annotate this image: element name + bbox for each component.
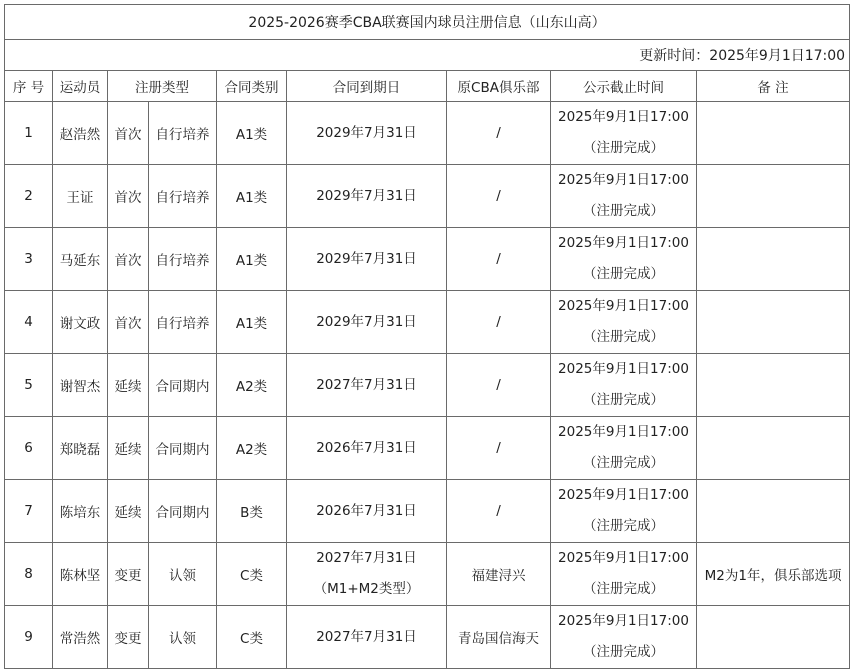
- reg-type-1: 首次: [108, 165, 149, 228]
- table-body: [5, 102, 850, 669]
- reg-type-1: 延续: [108, 354, 149, 417]
- reg-type-1: 首次: [108, 228, 149, 291]
- remark: [697, 354, 850, 417]
- remark: [697, 417, 850, 480]
- table-row: [5, 354, 850, 417]
- contract-type: A1类: [217, 291, 287, 354]
- deadline-time: 2025年9月1日17:00: [558, 109, 689, 125]
- reg-type-1: 延续: [108, 417, 149, 480]
- table-row: [5, 543, 850, 606]
- registration-status: （注册完成）: [583, 140, 664, 156]
- athlete-name: 王证: [53, 165, 108, 228]
- remark: [697, 102, 850, 165]
- registration-status: （注册完成）: [583, 518, 664, 534]
- expiry-date: 2026年7月31日: [316, 439, 417, 456]
- row-no: 2: [5, 165, 53, 228]
- registration-status: （注册完成）: [583, 644, 664, 660]
- header-athlete: 运动员: [53, 71, 108, 102]
- row-no: 4: [5, 291, 53, 354]
- contract-expiry: [287, 543, 447, 606]
- expiry-date: 2029年7月31日: [316, 187, 417, 204]
- reg-type-2: 合同期内: [149, 354, 217, 417]
- contract-expiry: [287, 480, 447, 543]
- reg-type-2: 自行培养: [149, 291, 217, 354]
- update-row: [5, 40, 850, 71]
- table-title: 2025-2026赛季CBA联赛国内球员注册信息（山东山高）: [5, 5, 850, 40]
- athlete-name: 陈林坚: [53, 543, 108, 606]
- contract-expiry: [287, 354, 447, 417]
- contract-type: C类: [217, 543, 287, 606]
- registration-sheet: [4, 4, 849, 669]
- expiry-date: 2029年7月31日: [316, 313, 417, 330]
- contract-expiry: [287, 102, 447, 165]
- contract-type: B类: [217, 480, 287, 543]
- remark: [697, 480, 850, 543]
- table-row: [5, 606, 850, 669]
- registration-status: （注册完成）: [583, 329, 664, 345]
- table-row: [5, 228, 850, 291]
- table-row: [5, 102, 850, 165]
- update-time: 更新时间：2025年9月1日17:00: [5, 40, 850, 71]
- header-deadline: 公示截止时间: [551, 71, 697, 102]
- table-row: [5, 165, 850, 228]
- title-row: [5, 5, 850, 40]
- contract-type: A2类: [217, 417, 287, 480]
- table-row: [5, 291, 850, 354]
- row-no: 1: [5, 102, 53, 165]
- expiry-date: 2029年7月31日: [316, 124, 417, 141]
- deadline: [551, 291, 697, 354]
- reg-type-2: 自行培养: [149, 165, 217, 228]
- reg-type-1: 变更: [108, 543, 149, 606]
- registration-status: （注册完成）: [583, 455, 664, 471]
- deadline: [551, 228, 697, 291]
- table-row: [5, 480, 850, 543]
- reg-type-2: 认领: [149, 606, 217, 669]
- former-club: /: [447, 228, 551, 291]
- former-club: /: [447, 291, 551, 354]
- remark: [697, 165, 850, 228]
- expiry-date: 2029年7月31日: [316, 250, 417, 267]
- former-club: 福建浔兴: [447, 543, 551, 606]
- deadline-time: 2025年9月1日17:00: [558, 424, 689, 440]
- contract-expiry: [287, 291, 447, 354]
- contract-expiry: [287, 165, 447, 228]
- reg-type-1: 变更: [108, 606, 149, 669]
- former-club: /: [447, 165, 551, 228]
- header-no: 序 号: [5, 71, 53, 102]
- remark: [697, 228, 850, 291]
- deadline: [551, 480, 697, 543]
- reg-type-1: 首次: [108, 102, 149, 165]
- row-no: 8: [5, 543, 53, 606]
- remark: [697, 291, 850, 354]
- contract-type: C类: [217, 606, 287, 669]
- former-club: /: [447, 354, 551, 417]
- expiry-date: 2026年7月31日: [316, 502, 417, 519]
- remark: M2为1年，俱乐部选项: [697, 543, 850, 606]
- contract-type: A1类: [217, 165, 287, 228]
- deadline: [551, 543, 697, 606]
- registration-status: （注册完成）: [583, 581, 664, 597]
- deadline-time: 2025年9月1日17:00: [558, 613, 689, 629]
- former-club: /: [447, 480, 551, 543]
- expiry-date: 2027年7月31日: [316, 628, 417, 645]
- deadline: [551, 606, 697, 669]
- athlete-name: 谢文政: [53, 291, 108, 354]
- registration-status: （注册完成）: [583, 203, 664, 219]
- reg-type-2: 认领: [149, 543, 217, 606]
- contract-expiry: [287, 228, 447, 291]
- deadline-time: 2025年9月1日17:00: [558, 235, 689, 251]
- deadline: [551, 417, 697, 480]
- former-club: /: [447, 417, 551, 480]
- header-expiry: 合同到期日: [287, 71, 447, 102]
- header-row: [5, 71, 850, 102]
- reg-type-2: 自行培养: [149, 102, 217, 165]
- reg-type-2: 合同期内: [149, 417, 217, 480]
- row-no: 7: [5, 480, 53, 543]
- registration-table: [4, 4, 850, 669]
- reg-type-2: 自行培养: [149, 228, 217, 291]
- athlete-name: 赵浩然: [53, 102, 108, 165]
- expiry-date: 2027年7月31日: [316, 376, 417, 393]
- former-club: /: [447, 102, 551, 165]
- remark: [697, 606, 850, 669]
- row-no: 5: [5, 354, 53, 417]
- header-reg-type: 注册类型: [108, 71, 217, 102]
- reg-type-1: 首次: [108, 291, 149, 354]
- athlete-name: 陈培东: [53, 480, 108, 543]
- expiry-date: 2027年7月31日: [316, 550, 417, 566]
- contract-type: A2类: [217, 354, 287, 417]
- header-former-club: 原CBA俱乐部: [447, 71, 551, 102]
- deadline: [551, 165, 697, 228]
- deadline-time: 2025年9月1日17:00: [558, 172, 689, 188]
- deadline: [551, 354, 697, 417]
- contract-type: A1类: [217, 228, 287, 291]
- athlete-name: 常浩然: [53, 606, 108, 669]
- registration-status: （注册完成）: [583, 392, 664, 408]
- reg-type-2: 合同期内: [149, 480, 217, 543]
- deadline-time: 2025年9月1日17:00: [558, 298, 689, 314]
- athlete-name: 谢智杰: [53, 354, 108, 417]
- former-club: 青岛国信海天: [447, 606, 551, 669]
- contract-expiry: [287, 417, 447, 480]
- reg-type-1: 延续: [108, 480, 149, 543]
- deadline-time: 2025年9月1日17:00: [558, 361, 689, 377]
- row-no: 3: [5, 228, 53, 291]
- row-no: 9: [5, 606, 53, 669]
- expiry-note: （M1+M2类型）: [313, 581, 420, 597]
- deadline-time: 2025年9月1日17:00: [558, 487, 689, 503]
- athlete-name: 马延东: [53, 228, 108, 291]
- row-no: 6: [5, 417, 53, 480]
- header-remarks: 备 注: [697, 71, 850, 102]
- deadline-time: 2025年9月1日17:00: [558, 550, 689, 566]
- contract-type: A1类: [217, 102, 287, 165]
- table-row: [5, 417, 850, 480]
- header-contract-type: 合同类别: [217, 71, 287, 102]
- deadline: [551, 102, 697, 165]
- contract-expiry: [287, 606, 447, 669]
- athlete-name: 郑晓磊: [53, 417, 108, 480]
- registration-status: （注册完成）: [583, 266, 664, 282]
